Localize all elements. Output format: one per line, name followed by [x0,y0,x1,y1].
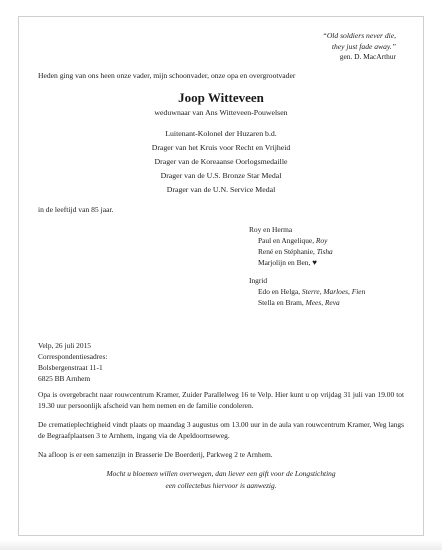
family-group-1-head: Roy en Herma [249,225,293,234]
place-date: Velp, 26 juli 2015 [38,341,91,350]
family-children: Roy [315,236,328,245]
closing-line-1: Mocht u bloemen willen overwegen, dan liever een gift voor de Longstichting [106,469,336,478]
deceased-name: Joop Witteveen [178,90,264,105]
family-couple: Paul en Angelique, [258,236,316,245]
family-group-2-head: Ingrid [249,276,268,285]
quote-line-1: “Old soldiers never die, [322,31,396,40]
family-member-line [258,286,365,297]
address-street: Bolsbergenstraat 11-1 [38,363,103,372]
widower-line: weduwnaar van Ans Witteveen-Pouwelsen [154,108,288,117]
family-children: Sterre, Marloes, Fien [301,287,366,296]
gathering-paragraph: Na afloop is er een samenzijn in Brasserie De Boerderij, Parkweg 2 te Arnhem. [38,450,273,459]
title-line: Drager van het Kruis voor Recht en Vrijheid [151,143,291,152]
family-couple: Marjolijn en Ben, [258,258,313,267]
cremation-paragraph: De crematieplechtigheid vindt plaats op maandag 3 augustus om 13.00 uur in de aula van rouwcentrum Kramer, Weg langs de Begraafplaatsen 3 te Arnhem, ingang via de Apeldoornseweg. [38,420,404,441]
title-line: Drager van de Koreaanse Oorlogsmedaille [154,157,288,166]
family-children: Tisha [316,247,333,256]
intro-text: Heden ging van ons heen onze vader, mijn schoonvader, onze opa en overgrootvader [38,71,296,80]
family-member-line [258,235,327,246]
viewing-paragraph: Opa is overgebracht naar rouwcentrum Kramer, Zuider Parallelweg 16 te Velp. Hier kunt u op vrijdag 31 juli van 19.00 tot 19.30 uur persoonlijk afscheid van hem nemen en de familie condoleren. [38,390,404,411]
quote-line-2: they just fade away.” [331,42,396,51]
family-member-line [258,257,317,268]
age-line: in de leeftijd van 85 jaar. [38,205,114,214]
title-line: Drager van de U.S. Bronze Star Medal [160,171,282,180]
family-couple: René en Stéphanie, [258,247,317,256]
title-line: Luitenant-Kolonel der Huzaren b.d. [165,129,277,138]
address-postcode: 6825 BB Arnhem [38,374,91,383]
heart-icon: ♥ [312,258,317,267]
scan-edge [0,540,442,550]
family-member-line [258,297,340,308]
family-couple: Edo en Helga, [258,287,302,296]
quote-source: gen. D. MacArthur [339,52,396,61]
closing-line-2: een collectebus hiervoor is aanwezig. [165,481,277,490]
family-children: Mees, Reva [305,298,340,307]
correspondence-label: Correspondentiesadres: [38,352,108,361]
family-couple: Stella en Bram, [258,298,306,307]
family-member-line [258,246,333,257]
title-line: Drager van de U.N. Service Medal [166,185,276,194]
